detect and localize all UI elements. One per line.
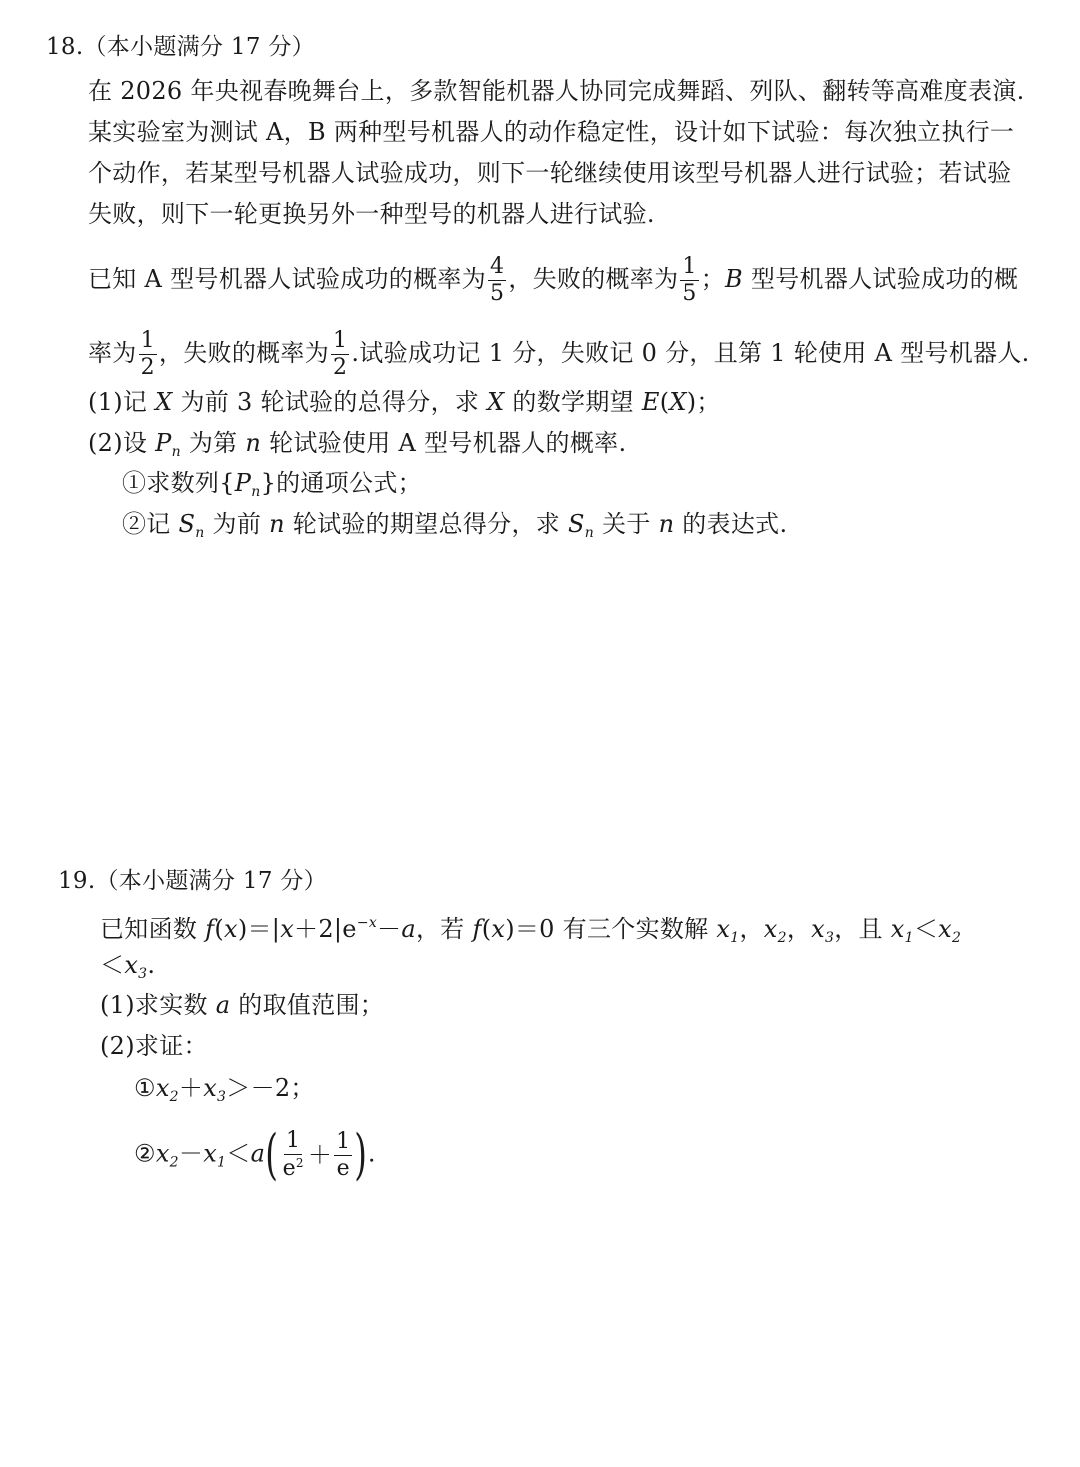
text: 率为: [88, 339, 137, 367]
math-var: x: [203, 1074, 218, 1102]
subscript: 3: [138, 966, 148, 982]
text: ，: [786, 915, 812, 943]
math-var: f: [472, 915, 482, 943]
denominator: 5: [490, 281, 505, 306]
fraction-one-over-e-squared: [281, 1130, 306, 1180]
text: }的通项公式；: [260, 469, 422, 497]
fraction-four-fifths: [488, 256, 506, 305]
q18-subq2-part1: [122, 468, 422, 507]
math-var: x: [938, 915, 952, 943]
left-paren: (: [265, 1123, 279, 1186]
q19-subq1: [100, 990, 384, 1020]
text: －: [377, 915, 402, 943]
numerator: 1: [286, 1128, 301, 1153]
q18-para1-line2: 某实验室为测试 A，B 两种型号机器人的动作稳定性，设计如下试验：每次独立执行一: [88, 118, 1015, 146]
text: 轮试验的期望总得分，求: [284, 510, 569, 538]
subscript: 1: [730, 930, 740, 946]
text: ②记: [122, 510, 179, 538]
denominator-base: e: [282, 1156, 296, 1181]
text: ；: [700, 265, 726, 293]
math-var: P: [155, 429, 172, 457]
numerator: 1: [140, 328, 155, 353]
math-var: S: [178, 510, 196, 538]
subscript: 1: [217, 1154, 227, 1171]
subscript: 3: [825, 930, 835, 946]
text: 关于: [594, 510, 659, 538]
text: ＜: [913, 915, 939, 943]
q18-header: 18.（本小题满分 17 分）: [46, 34, 315, 60]
text: ，: [739, 915, 764, 943]
subscript: 3: [217, 1089, 227, 1105]
math-var: a: [401, 915, 416, 943]
text: ＋2|e: [294, 915, 357, 943]
numerator: 1: [333, 328, 348, 353]
subscript: n: [171, 444, 181, 460]
math-var: E: [641, 388, 660, 416]
plus-sign: ＋: [307, 1141, 333, 1169]
math-var: x: [203, 1139, 218, 1168]
math-var: x: [716, 915, 731, 943]
denominator: 2: [333, 355, 348, 380]
q19-stem-line1: [100, 908, 961, 953]
text: ①: [134, 1074, 156, 1102]
text: )＝|: [237, 915, 281, 943]
math-var: n: [245, 429, 262, 457]
q18-subq1: [88, 387, 721, 417]
math-var: x: [155, 1074, 170, 1102]
math-var: a: [250, 1139, 266, 1168]
subscript: 2: [169, 1089, 179, 1105]
q18-subq2-part2: [122, 509, 787, 548]
text: (1)求实数: [100, 991, 216, 1019]
text: )；: [686, 388, 721, 416]
text: ，失败的概率为: [508, 265, 679, 293]
denominator: [281, 1155, 306, 1180]
subscript: 2: [951, 930, 962, 946]
text: ②: [134, 1139, 156, 1168]
text: ，失败的概率为: [158, 339, 330, 367]
bracketed-sum: [265, 1123, 368, 1186]
math-var: f: [205, 915, 215, 943]
text: －: [178, 1139, 204, 1168]
math-var: P: [234, 469, 252, 497]
math-var: B: [725, 265, 743, 293]
right-paren: ): [354, 1123, 368, 1186]
q19-subq2-part2: [134, 1123, 376, 1186]
q18-para1-line4: 失败，则下一轮更换另外一种型号的机器人进行试验.: [88, 200, 655, 228]
math-var: X: [155, 388, 173, 416]
fraction-one-fifth: [680, 256, 698, 305]
text: 轮试验使用 A 型号机器人的概率.: [261, 429, 627, 457]
math-var: X: [487, 388, 505, 416]
text: (2)设: [88, 429, 156, 457]
math-var: x: [155, 1139, 170, 1168]
text: )＝0 有三个实数解: [505, 915, 717, 943]
text: 为前: [204, 510, 270, 538]
subscript: 1: [904, 930, 914, 946]
numerator: 4: [490, 254, 505, 279]
q18-para1-line1: 在 2026 年央视春晚舞台上，多款智能机器人协同完成舞蹈、列队、翻转等高难度表演.: [88, 77, 1025, 105]
math-var: X: [669, 388, 687, 416]
text: 的表达式.: [674, 510, 788, 538]
text: ＜: [100, 951, 125, 979]
math-var: n: [269, 510, 285, 538]
q18-para2-line1: [88, 256, 1018, 305]
math-var: x: [280, 915, 295, 943]
text: 为前 3 轮试验的总得分，求: [172, 388, 488, 416]
math-var: n: [658, 510, 675, 538]
math-var: S: [568, 510, 585, 538]
text: .试验成功记 1 分，失败记 0 分，且第 1 轮使用 A 型号机器人.: [351, 339, 1030, 367]
q18-para1-line3: 个动作，若某型号机器人试验成功，则下一轮继续使用该型号机器人进行试验；若试验: [88, 159, 1012, 187]
text: 型号机器人试验成功的概: [742, 265, 1019, 293]
numerator: 1: [336, 1128, 351, 1154]
math-var: x: [491, 915, 506, 943]
q19-subq2-part1: [134, 1073, 315, 1112]
q18-subq2: [88, 428, 626, 467]
q19-header: 19.（本小题满分 17 分）: [58, 868, 327, 894]
text: (: [481, 915, 492, 943]
text: 已知函数: [100, 915, 206, 943]
text: 的取值范围；: [230, 991, 385, 1019]
superscript: −x: [356, 915, 378, 931]
text: ＞－2；: [226, 1074, 315, 1102]
text: .: [367, 1139, 376, 1168]
q19-stem-line2: [100, 950, 155, 989]
subscript: n: [195, 525, 205, 541]
denominator: 2: [140, 355, 155, 380]
subscript: 2: [777, 930, 787, 946]
superscript: 2: [295, 1156, 304, 1170]
text: 已知 A 型号机器人试验成功的概率为: [88, 265, 486, 293]
subscript: n: [251, 484, 261, 500]
fraction-one-over-e: [334, 1128, 352, 1181]
text: .: [147, 951, 156, 979]
math-var: x: [890, 915, 905, 943]
text: 为第: [180, 429, 246, 457]
math-var: x: [124, 951, 139, 979]
text: (: [214, 915, 224, 943]
text: ＋: [178, 1074, 204, 1102]
q19-subq2: (2)求证：: [100, 1032, 208, 1060]
numerator: 1: [682, 254, 697, 279]
fraction-one-half: [331, 330, 349, 379]
subscript: n: [584, 525, 595, 541]
math-var: x: [224, 915, 238, 943]
denominator: 5: [682, 281, 697, 306]
math-var: x: [763, 915, 778, 943]
q18-para2-line2: [88, 330, 1030, 379]
text: ，若: [415, 915, 473, 943]
text: (: [659, 388, 670, 416]
subscript: 2: [169, 1154, 179, 1171]
text: 的数学期望: [504, 388, 642, 416]
text: (1)记: [88, 388, 156, 416]
text: ，且: [834, 915, 891, 943]
math-var: a: [215, 991, 231, 1019]
text: ＜: [226, 1139, 251, 1168]
text: ①求数列{: [122, 469, 235, 497]
math-var: x: [811, 915, 825, 943]
fraction-one-half: [139, 330, 157, 379]
denominator: e: [336, 1155, 350, 1181]
